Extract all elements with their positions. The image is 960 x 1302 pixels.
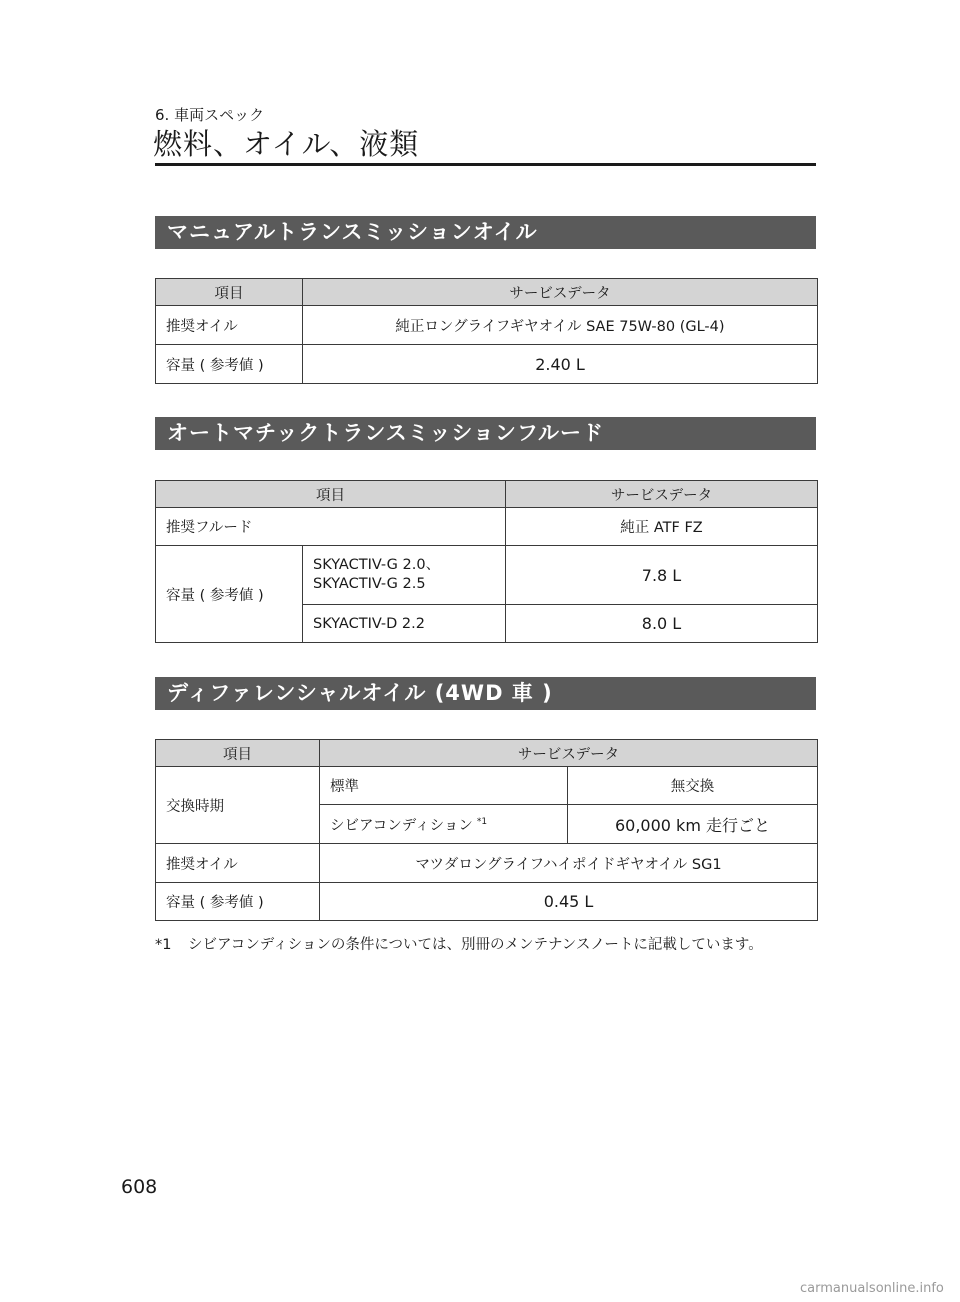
header-service-data: サービスデータ — [320, 740, 818, 767]
engine-g-line2: SKYACTIV-G 2.5 — [313, 576, 426, 592]
row-value: 8.0 L — [506, 605, 818, 643]
engine-g-line1: SKYACTIV-G 2.0、 — [313, 557, 441, 573]
header-service-data: サービスデータ — [303, 279, 818, 306]
table-row — [156, 306, 818, 345]
automatic-transmission-table — [155, 480, 818, 643]
row-value: 純正ロングライフギヤオイル SAE 75W-80 (GL-4) — [303, 306, 818, 345]
footnote-mark: *1 — [155, 937, 172, 953]
table-row — [156, 508, 818, 546]
title-rule — [155, 163, 816, 166]
row-value: 7.8 L — [506, 546, 818, 605]
section-heading-automatic-transmission: オートマチックトランスミッションフルード — [155, 417, 816, 450]
row-label: 容量 ( 参考値 ) — [156, 883, 320, 921]
row-value: 2.40 L — [303, 345, 818, 384]
section-heading-differential: ディファレンシャルオイル (4WD 車 ) — [155, 677, 816, 710]
header-item: 項目 — [156, 279, 303, 306]
row-label: 交換時期 — [156, 767, 320, 844]
header-item: 項目 — [156, 481, 506, 508]
page-number: 608 — [121, 1176, 158, 1198]
table-header-row — [156, 481, 818, 508]
row-label: 推奨フルード — [156, 508, 506, 546]
footnote — [155, 935, 820, 956]
manual-transmission-table — [155, 278, 818, 384]
footnote-text: シビアコンディションの条件については、別冊のメンテナンスノートに記載しています。 — [188, 937, 763, 953]
condition-label: 標準 — [320, 767, 568, 805]
table-row — [156, 883, 818, 921]
header-item: 項目 — [156, 740, 320, 767]
header-service-data: サービスデータ — [506, 481, 818, 508]
table-row — [156, 546, 818, 605]
differential-table — [155, 739, 818, 921]
condition-label — [320, 805, 568, 844]
page-title: 燃料、オイル、液類 — [153, 127, 420, 161]
row-label: 推奨オイル — [156, 844, 320, 883]
table-header-row — [156, 279, 818, 306]
row-value: マツダロングライフハイポイドギヤオイル SG1 — [320, 844, 818, 883]
engine-label — [303, 546, 506, 605]
table-header-row — [156, 740, 818, 767]
row-label: 容量 ( 参考値 ) — [156, 345, 303, 384]
section-heading-manual-transmission: マニュアルトランスミッションオイル — [155, 216, 816, 249]
row-value: 無交換 — [568, 767, 818, 805]
table-row — [156, 345, 818, 384]
row-label: 推奨オイル — [156, 306, 303, 345]
engine-label: SKYACTIV-D 2.2 — [303, 605, 506, 643]
table-row — [156, 767, 818, 805]
footnote-reference: *1 — [476, 816, 488, 827]
chapter-label: 6. 車両スペック — [155, 106, 265, 124]
row-value: 60,000 km 走行ごと — [568, 805, 818, 844]
row-value: 0.45 L — [320, 883, 818, 921]
severe-condition-label: シビアコンディション — [330, 817, 473, 834]
watermark: carmanualsonline.info — [800, 1281, 944, 1296]
row-value: 純正 ATF FZ — [506, 508, 818, 546]
table-row — [156, 844, 818, 883]
row-label: 容量 ( 参考値 ) — [156, 546, 303, 643]
